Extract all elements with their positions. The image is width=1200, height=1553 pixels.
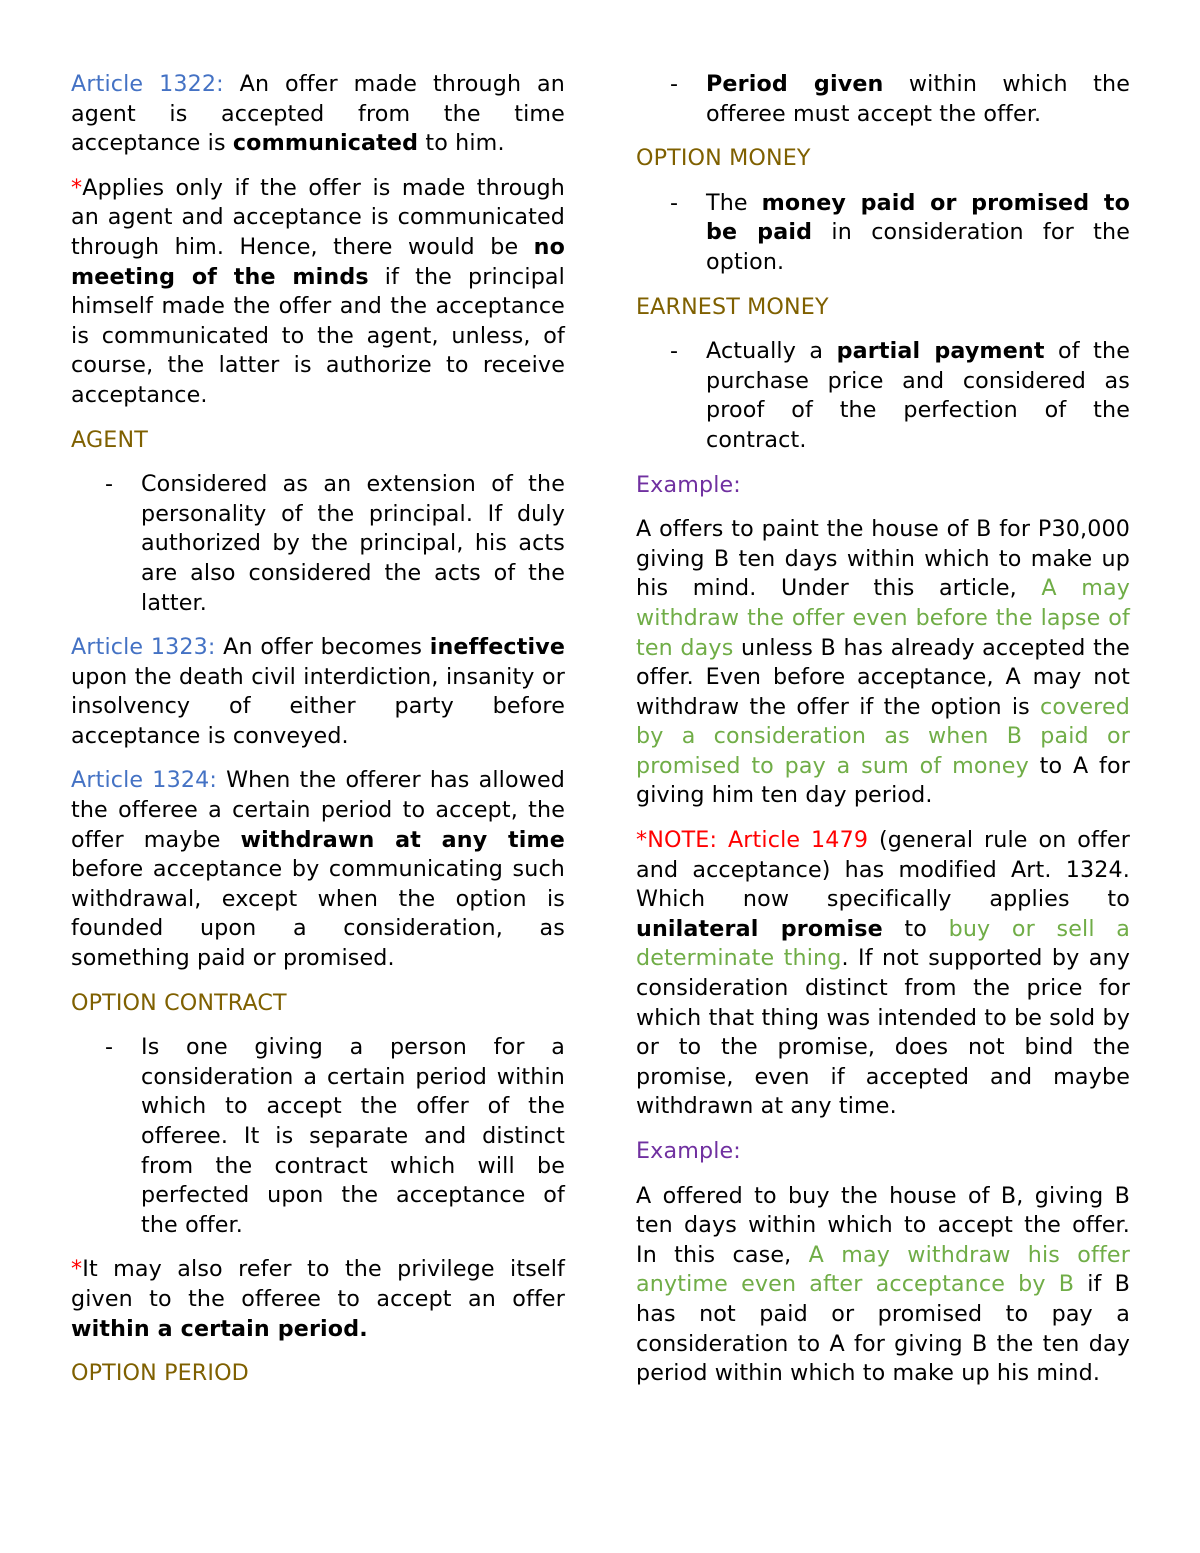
earnest-money-heading: EARNEST MONEY — [636, 293, 829, 320]
note-asterisk: * — [71, 1256, 83, 1283]
bullet-dash: - — [105, 1034, 114, 1061]
earnest-money-text-end: of the purchase price and considered as proof of the perfection of the contract. — [706, 338, 1131, 453]
right-column — [636, 70, 1130, 1404]
bullet-dash: - — [105, 471, 114, 498]
earnest-money-bold: partial payment — [836, 338, 1045, 365]
example-1-highlight: A may withdraw the offer even before the lapse of ten days — [636, 575, 1130, 661]
note-privilege-text: It may also refer to the privilege itself given to the offeree to accept an offer — [71, 1256, 565, 1312]
option-period-text: within which the offeree must accept the offer. — [706, 71, 1130, 127]
article-1322-text-end: to him. — [418, 130, 505, 157]
note-asterisk: * — [71, 174, 83, 201]
article-1322-paragraph — [71, 70, 565, 159]
note-agent-text-end: if the principal himself made the offer and the acceptance is communicated to the agent, unless, of course, the latter is authorize to receive acceptance. — [71, 263, 565, 408]
article-1322-text: An offer made through an agent is accepted from the time acceptance is — [71, 71, 565, 157]
example-2-text-end: if B has not paid or promised to pay a consideration to A for giving B the ten day period within which to make up his mind. — [636, 1271, 1130, 1387]
option-money-text-end: in consideration for the option. — [706, 219, 1131, 275]
note-agent-text: Applies only if the offer is made through an agent and acceptance is communicated through him. Hence, there would be — [71, 174, 565, 260]
agent-bullet — [71, 470, 565, 618]
example-1-highlight-2: covered by a consideration as when B paid or promised to pay a sum of money — [636, 693, 1130, 779]
article-1323-text: An offer becomes — [215, 634, 430, 661]
note-article-1479-paragraph — [636, 826, 1130, 1122]
article-1324-text-end: before acceptance by communicating such withdrawal, except when the option is founded upon a consideration, as something paid or promised. — [71, 856, 565, 972]
option-period-heading: OPTION PERIOD — [71, 1360, 249, 1387]
bullet-dash: - — [670, 71, 679, 97]
option-contract-bullet — [71, 1033, 565, 1240]
example-1-text-mid: unless B has already accepted the offer. Even before acceptance, A may not withdraw the offer if the option is — [636, 634, 1130, 720]
note-1479-bold: unilateral promise — [636, 915, 883, 942]
article-1324-paragraph — [71, 766, 565, 973]
earnest-money-bullet — [636, 337, 1130, 455]
article-1323-label: Article 1323: — [71, 634, 216, 661]
example-1-heading: Example: — [636, 471, 741, 498]
note-1479-text-end: . If not supported by any consideration distinct from the price for which that thing was intended to be sold by or to the promise, does not bind the promise, even if accepted and maybe withdrawn at any time. — [636, 945, 1131, 1120]
example-2-heading: Example: — [636, 1138, 741, 1164]
article-1323-bold: ineffective — [429, 634, 566, 661]
option-money-bold: money paid or promised to be paid — [706, 189, 1130, 246]
bullet-dash: - — [670, 189, 679, 216]
example-1-text-end: to A for giving him ten day period. — [636, 752, 1130, 809]
option-money-text: The — [706, 189, 762, 216]
example-2-highlight: A may withdraw his offer anytime even after acceptance by B — [636, 1241, 1130, 1298]
bullet-dash: - — [670, 338, 679, 365]
option-contract-bullet-text: Is one giving a person for a consideration a certain period within which to accept the offer of the offeree. It is separate and distinct from the contract which will be perfected upon the acceptance of the offer. — [141, 1034, 565, 1238]
article-1323-paragraph — [71, 633, 565, 751]
left-column — [71, 70, 565, 1404]
article-1324-bold: withdrawn at any time — [240, 826, 565, 853]
article-1322-bold: communicated — [232, 130, 419, 157]
article-1322-label: Article 1322: — [71, 71, 224, 97]
article-1323-text-end: upon the death civil interdiction, insanity or insolvency of either party before acceptance is conveyed. — [71, 663, 565, 749]
agent-bullet-text: Considered as an extension of the personality of the principal. If duly authorized by the principal, his acts are also considered the acts of the latter. — [141, 471, 565, 616]
example-1-paragraph — [636, 515, 1130, 811]
example-2-paragraph — [636, 1182, 1130, 1389]
option-period-bold: Period given — [706, 71, 884, 97]
note-1479-text: (general rule on offer and acceptance) has modified Art. 1324. Which now specifically applies to — [636, 827, 1130, 913]
article-1324-label: Article 1324: — [71, 767, 218, 794]
note-agent-bold: no meeting of the minds — [71, 233, 565, 290]
option-contract-heading: OPTION CONTRACT — [71, 989, 287, 1016]
article-1324-text: When the offerer has allowed the offeree a certain period to accept, the offer maybe — [71, 767, 566, 853]
note-privilege-paragraph — [71, 1255, 565, 1344]
note-privilege-bold: within a certain period. — [71, 1315, 368, 1342]
note-agent-paragraph — [71, 174, 565, 411]
agent-heading: AGENT — [71, 426, 148, 453]
example-1-text: A offers to paint the house of B for P30,000 giving B ten days within which to make up his mind. Under this article, — [636, 516, 1130, 602]
option-money-bullet — [636, 189, 1130, 278]
note-1479-text-mid: to — [882, 915, 949, 942]
note-1479-highlight: buy or sell a determinate thing — [636, 915, 1131, 972]
note-article-1479-label: *NOTE: Article 1479 — [636, 827, 869, 854]
earnest-money-text: Actually a — [706, 338, 837, 365]
example-2-text: A offered to buy the house of B, giving B ten days within which to accept the offer. In this case, — [636, 1182, 1130, 1268]
option-money-heading: OPTION MONEY — [636, 145, 811, 172]
option-period-bullet — [636, 70, 1130, 129]
